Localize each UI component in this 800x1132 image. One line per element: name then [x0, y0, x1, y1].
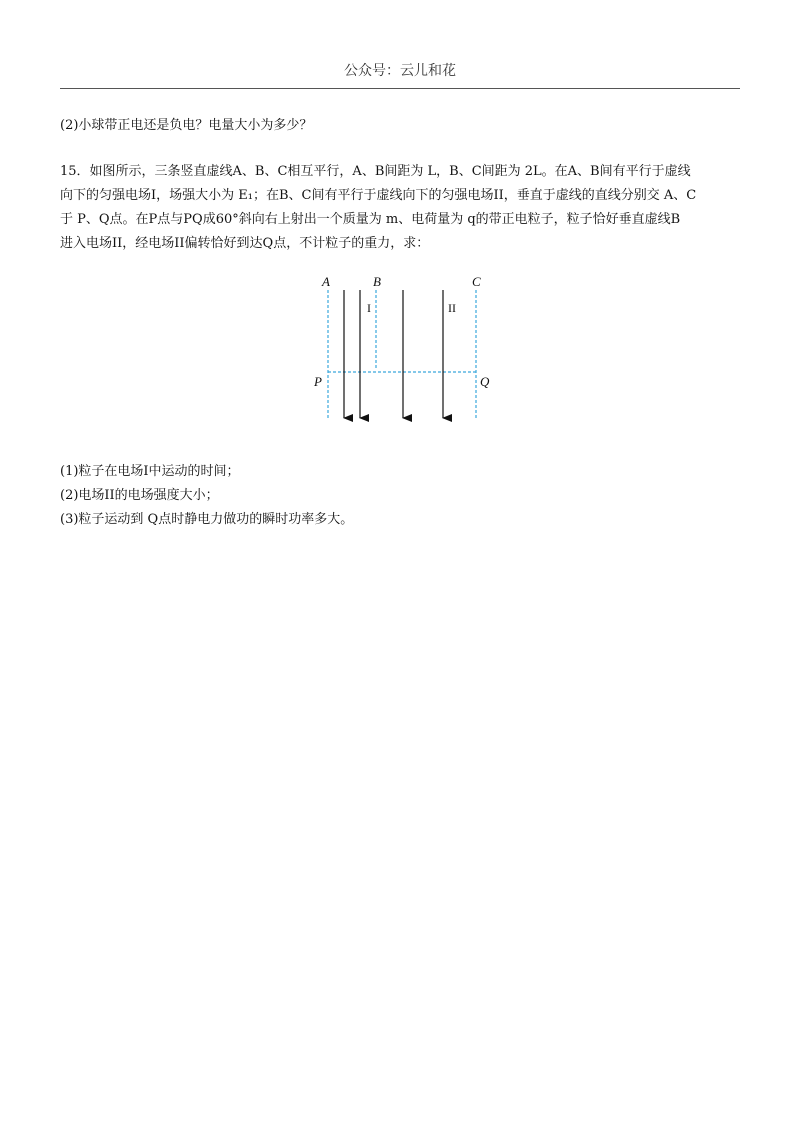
- question-15-line-1: 15．如图所示，三条竖直虚线A、B、C相互平行，A、B间距为 L，B、C间距为 2L。在A、B间有平行于虚线: [60, 164, 691, 179]
- label-a: A: [322, 274, 330, 289]
- sub-question-1: (1)粒子在电场I中运动的时间；: [60, 464, 240, 479]
- sub-question-3: (3)粒子运动到 Q点时静电力做功的瞬时功率多大。: [60, 512, 354, 527]
- question-15-line-4: 进入电场II，经电场II偏转恰好到达Q点，不计粒子的重力，求：: [60, 236, 430, 251]
- label-c: C: [472, 274, 481, 289]
- page-header: 公众号：云儿和花: [344, 63, 456, 79]
- field-diagram: [300, 270, 510, 430]
- prev-question-text: (2)小球带正电还是负电？电量大小为多少？: [60, 118, 313, 133]
- label-q: Q: [480, 374, 490, 389]
- question-15-line-2: 向下的匀强电场I，场强大小为 E₁；在B、C间有平行于虚线向下的匀强电场II，垂直于虚线的直线分别交 A、C: [60, 188, 697, 203]
- label-b: B: [373, 274, 381, 289]
- label-field-2: II: [448, 301, 456, 315]
- label-p: P: [314, 374, 322, 389]
- sub-question-2: (2)电场II的电场强度大小；: [60, 488, 219, 503]
- label-field-1: I: [367, 301, 371, 315]
- question-15-line-3: 于 P、Q点。在P点与PQ成60°斜向右上射出一个质量为 m、电荷量为 q的带正电粒子，粒子恰好垂直虚线B: [60, 212, 681, 227]
- header-divider: [60, 88, 740, 89]
